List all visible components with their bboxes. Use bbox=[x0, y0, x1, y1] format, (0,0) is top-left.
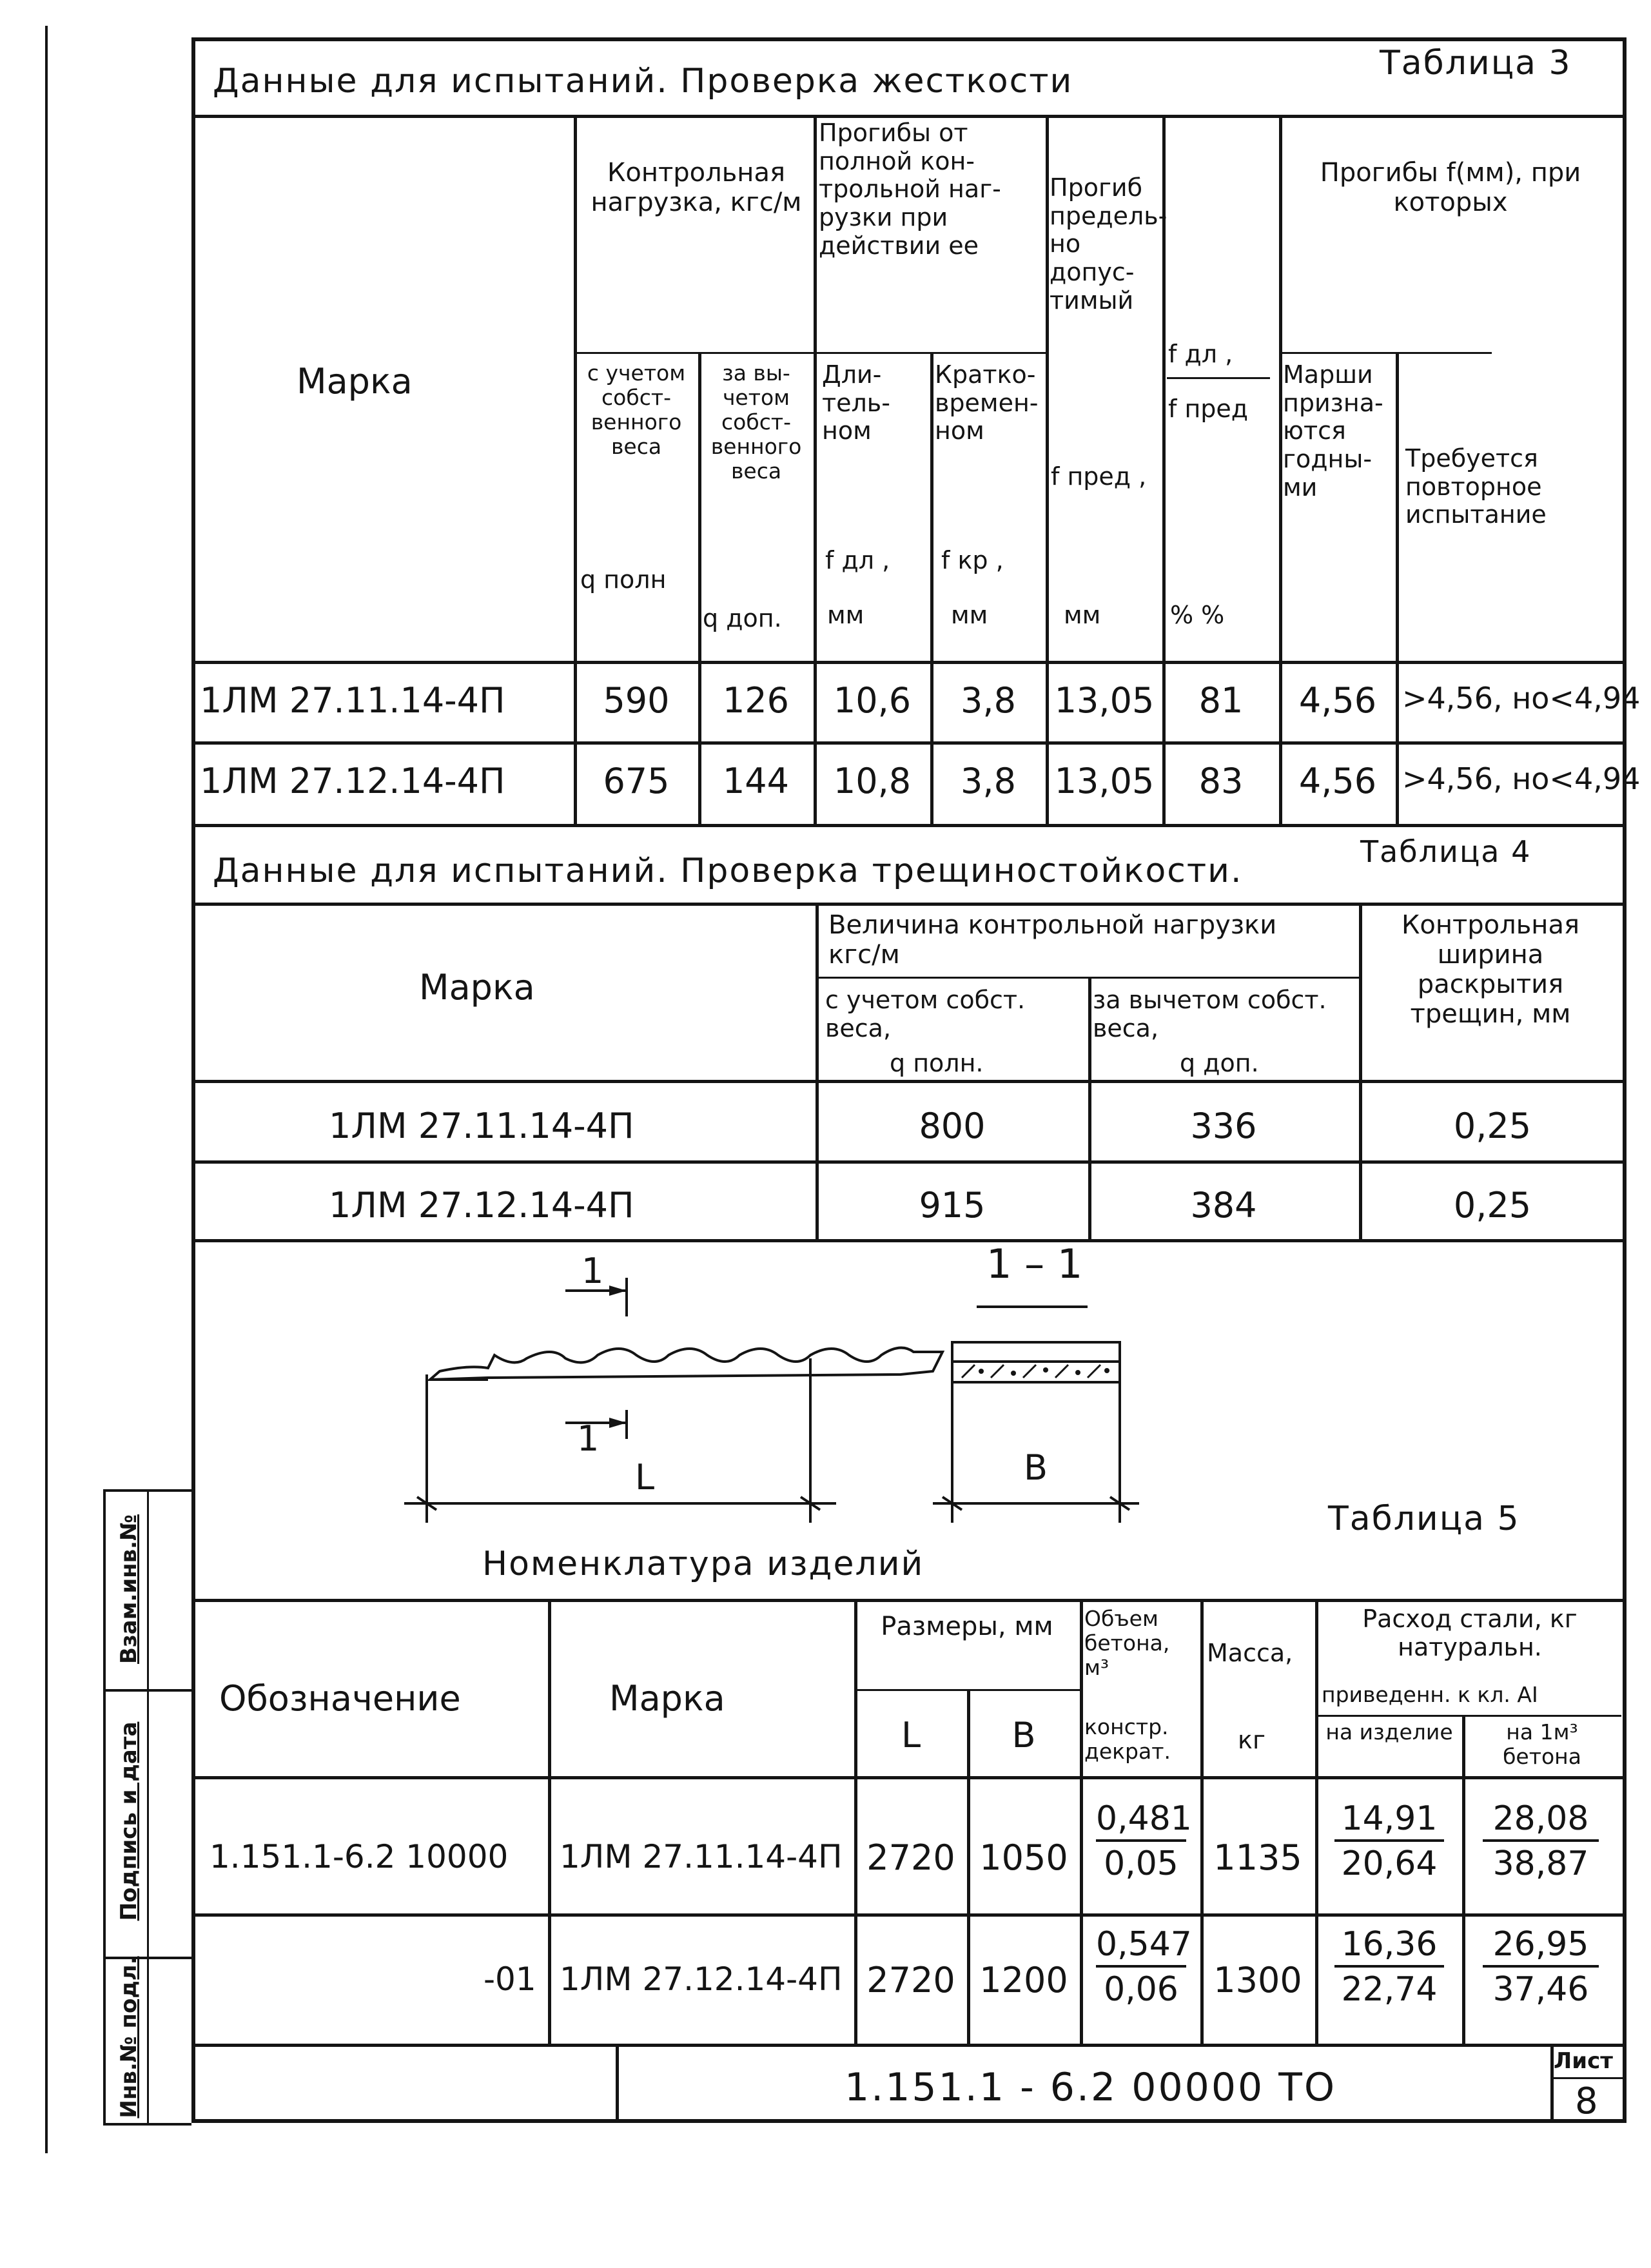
table-4-col-without: за вычетом собст. веса, bbox=[1093, 986, 1327, 1042]
table-3-row-2-f-kr: 3,8 bbox=[961, 761, 1016, 801]
table-3-row-1-fit: 4,56 bbox=[1298, 680, 1377, 721]
table-3-row-2-ratio: 83 bbox=[1198, 761, 1244, 801]
table-5-row-1-mass: 1135 bbox=[1213, 1837, 1302, 1878]
table-5-label: Таблица 5 bbox=[1328, 1500, 1520, 1538]
col-fit: Марши призна- ются годны- ми bbox=[1283, 360, 1383, 502]
table-5-col-per-m3: на 1м³ бетона bbox=[1503, 1719, 1581, 1769]
per-m3-top: 26,95 bbox=[1483, 1928, 1599, 1968]
table-4-row-2-width: 0,25 bbox=[1453, 1185, 1532, 1226]
per-m3-top: 28,08 bbox=[1483, 1802, 1599, 1842]
table-5-col-mass: Масса, bbox=[1207, 1639, 1293, 1667]
col-long: Дли- тель- ном bbox=[822, 360, 890, 445]
table-5-row-2-b: 1200 bbox=[979, 1960, 1068, 2000]
table-5-col-steel: Расход стали, кг натуральн. bbox=[1362, 1605, 1578, 1661]
unit-mm-1: мм bbox=[827, 601, 865, 629]
sym-q-poln: q полн bbox=[580, 565, 667, 594]
col-short: Кратко- времен- ном bbox=[935, 360, 1039, 445]
section-mark-top: 1 bbox=[581, 1251, 604, 1291]
table-3-row-1-f-dl: 10,6 bbox=[833, 680, 912, 721]
table-5-col-volume: Объем бетона, м³ bbox=[1084, 1606, 1170, 1680]
table-3-row-2-retest: >4,56, но<4,94 bbox=[1402, 761, 1641, 796]
table-4-row-2-mark: 1ЛМ 27.12.14-4П bbox=[329, 1185, 634, 1226]
flight-profile bbox=[430, 1348, 943, 1380]
side-inv-orig: Инв.№ подл. bbox=[116, 1956, 142, 2118]
table-3-row-1-f-pred: 13,05 bbox=[1054, 680, 1155, 721]
per-m3-bottom: 37,46 bbox=[1492, 1970, 1589, 2009]
unit-pct: % % bbox=[1170, 601, 1225, 629]
table-3-row-1-q-poln: 590 bbox=[603, 680, 670, 721]
sym-f-kr: f кр , bbox=[941, 546, 1004, 574]
dim-length: L bbox=[635, 1457, 655, 1498]
table-3-row-2-q-poln: 675 bbox=[603, 761, 670, 801]
table-4-row-1-with: 800 bbox=[919, 1106, 986, 1146]
sym-q-dop: q доп. bbox=[703, 604, 782, 632]
section-title: 1 – 1 bbox=[986, 1240, 1083, 1287]
per-m3-bottom: 38,87 bbox=[1492, 1844, 1589, 1883]
col-deflections-at: Прогибы f(мм), при которых bbox=[1320, 158, 1581, 217]
table-5-row-1-volume bbox=[1096, 1799, 1192, 1883]
table-4-row-1-mark: 1ЛМ 27.11.14-4П bbox=[329, 1106, 634, 1146]
table-3-row-1-f-kr: 3,8 bbox=[961, 680, 1016, 721]
sheet-label: Лист bbox=[1554, 2048, 1613, 2074]
side-replace-inv: Взам.инв.№ bbox=[116, 1514, 142, 1664]
table-4-row-2-without: 384 bbox=[1190, 1185, 1257, 1226]
table-4-col-mark: Марка bbox=[419, 967, 535, 1008]
table-5-col-l: L bbox=[901, 1715, 921, 1755]
table-5-row-1-per-m3 bbox=[1483, 1799, 1599, 1883]
table-5-caption: Номенклатура изделий bbox=[482, 1545, 924, 1583]
table-5-row-2-volume bbox=[1096, 1925, 1192, 2009]
col-deflections-full: Прогибы от полной кон- трольной наг- рузки при действии ее bbox=[819, 119, 1001, 260]
sheet-number: 8 bbox=[1575, 2080, 1598, 2122]
table-5-row-1-mark: 1ЛМ 27.11.14-4П bbox=[560, 1838, 843, 1875]
table-5-col-dims: Размеры, мм bbox=[881, 1612, 1053, 1641]
table-4-row-1-width: 0,25 bbox=[1453, 1106, 1532, 1146]
col-with-own-weight: с учетом собст- венного веса bbox=[587, 360, 686, 459]
table-4-row-2-with: 915 bbox=[919, 1185, 986, 1226]
col-mark: Марка bbox=[297, 361, 413, 402]
table-5-col-per-item: на изделие bbox=[1325, 1719, 1453, 1745]
table-4-label: Таблица 4 bbox=[1360, 834, 1532, 869]
col-control-load: Контрольная нагрузка, кгс/м bbox=[591, 158, 802, 217]
table-5-col-volume-sub: констр. декрат. bbox=[1084, 1714, 1171, 1764]
table-5-row-1-b: 1050 bbox=[979, 1837, 1068, 1878]
table-3-label: Таблица 3 bbox=[1380, 44, 1572, 83]
per-item-bottom: 20,64 bbox=[1341, 1844, 1438, 1883]
table-5-row-2-mark: 1ЛМ 27.12.14-4П bbox=[560, 1960, 843, 1998]
sym-f-dl: f дл , bbox=[825, 546, 890, 574]
table-3-row-1-mark: 1ЛМ 27.11.14-4П bbox=[200, 680, 505, 721]
table-5-row-2-per-item bbox=[1334, 1925, 1444, 2009]
table-5-row-1-designation: 1.151.1-6.2 10000 bbox=[210, 1838, 509, 1875]
document-code: 1.151.1 - 6.2 00000 ТО bbox=[845, 2065, 1337, 2110]
table-4-sym-with: q полн. bbox=[890, 1049, 984, 1077]
per-item-bottom: 22,74 bbox=[1341, 1970, 1438, 2009]
table-5-row-2-designation: -01 bbox=[484, 1960, 536, 1998]
table-3-title: Данные для испытаний. Проверка жесткости bbox=[213, 62, 1073, 101]
per-item-top: 16,36 bbox=[1334, 1928, 1444, 1968]
table-3-row-2-fit: 4,56 bbox=[1298, 761, 1377, 801]
table-5-col-designation: Обозначение bbox=[219, 1678, 461, 1719]
volume-top: 0,481 bbox=[1096, 1802, 1186, 1842]
unit-mm-3: мм bbox=[1064, 601, 1101, 629]
col-retest: Требуется повторное испытание bbox=[1405, 444, 1547, 529]
volume-bottom: 0,05 bbox=[1104, 1844, 1178, 1883]
table-5-row-1-per-item bbox=[1334, 1799, 1444, 1883]
table-3-row-2-f-dl: 10,8 bbox=[833, 761, 912, 801]
table-5-col-steel-sub: приведенн. к кл. АI bbox=[1322, 1682, 1538, 1707]
table-5-row-1-l: 2720 bbox=[866, 1837, 955, 1878]
col-ratio-top: f дл , bbox=[1168, 340, 1233, 368]
section-mark-bottom: 1 bbox=[577, 1418, 600, 1459]
table-3-row-1-retest: >4,56, но<4,94 bbox=[1402, 681, 1641, 716]
table-5-row-2-per-m3 bbox=[1483, 1925, 1599, 2009]
table-3-row-2-mark: 1ЛМ 27.12.14-4П bbox=[200, 761, 505, 801]
side-sign-date: Подпись и дата bbox=[116, 1721, 142, 1921]
table-5-col-mass-unit: кг bbox=[1238, 1726, 1265, 1754]
table-3-row-2-f-pred: 13,05 bbox=[1054, 761, 1155, 801]
volume-top: 0,547 bbox=[1096, 1928, 1186, 1968]
table-5-col-mark: Марка bbox=[609, 1678, 725, 1719]
table-4-sym-without: q доп. bbox=[1180, 1049, 1259, 1077]
col-limit: Прогиб предель- но допус- тимый bbox=[1050, 173, 1167, 315]
col-without-own-weight: за вы- четом собст- венного веса bbox=[710, 360, 802, 484]
table-4-col-with: с учетом собст. веса, bbox=[825, 986, 1026, 1042]
dim-width: B bbox=[1024, 1447, 1048, 1488]
table-4-title: Данные для испытаний. Проверка трещиностойкости. bbox=[213, 852, 1243, 890]
table-3-row-1-ratio: 81 bbox=[1198, 680, 1244, 721]
table-5-row-2-mass: 1300 bbox=[1213, 1960, 1302, 2000]
table-4-col-width: Контрольная ширина раскрытия трещин, мм bbox=[1401, 910, 1580, 1029]
unit-mm-2: мм bbox=[951, 601, 988, 629]
table-3-row-2-q-dop: 144 bbox=[722, 761, 790, 801]
table-4-col-load: Величина контрольной нагрузки кгс/м bbox=[828, 910, 1277, 970]
per-item-top: 14,91 bbox=[1334, 1802, 1444, 1842]
volume-bottom: 0,06 bbox=[1104, 1970, 1178, 2009]
table-5-row-2-l: 2720 bbox=[866, 1960, 955, 2000]
table-3-row-1-q-dop: 126 bbox=[722, 680, 790, 721]
sym-f-pred: f пред , bbox=[1051, 462, 1147, 491]
table-5-col-b: B bbox=[1011, 1715, 1036, 1755]
col-ratio-bottom: f пред bbox=[1168, 395, 1249, 423]
margin-rule bbox=[45, 26, 48, 2153]
table-4-row-1-without: 336 bbox=[1190, 1106, 1257, 1146]
